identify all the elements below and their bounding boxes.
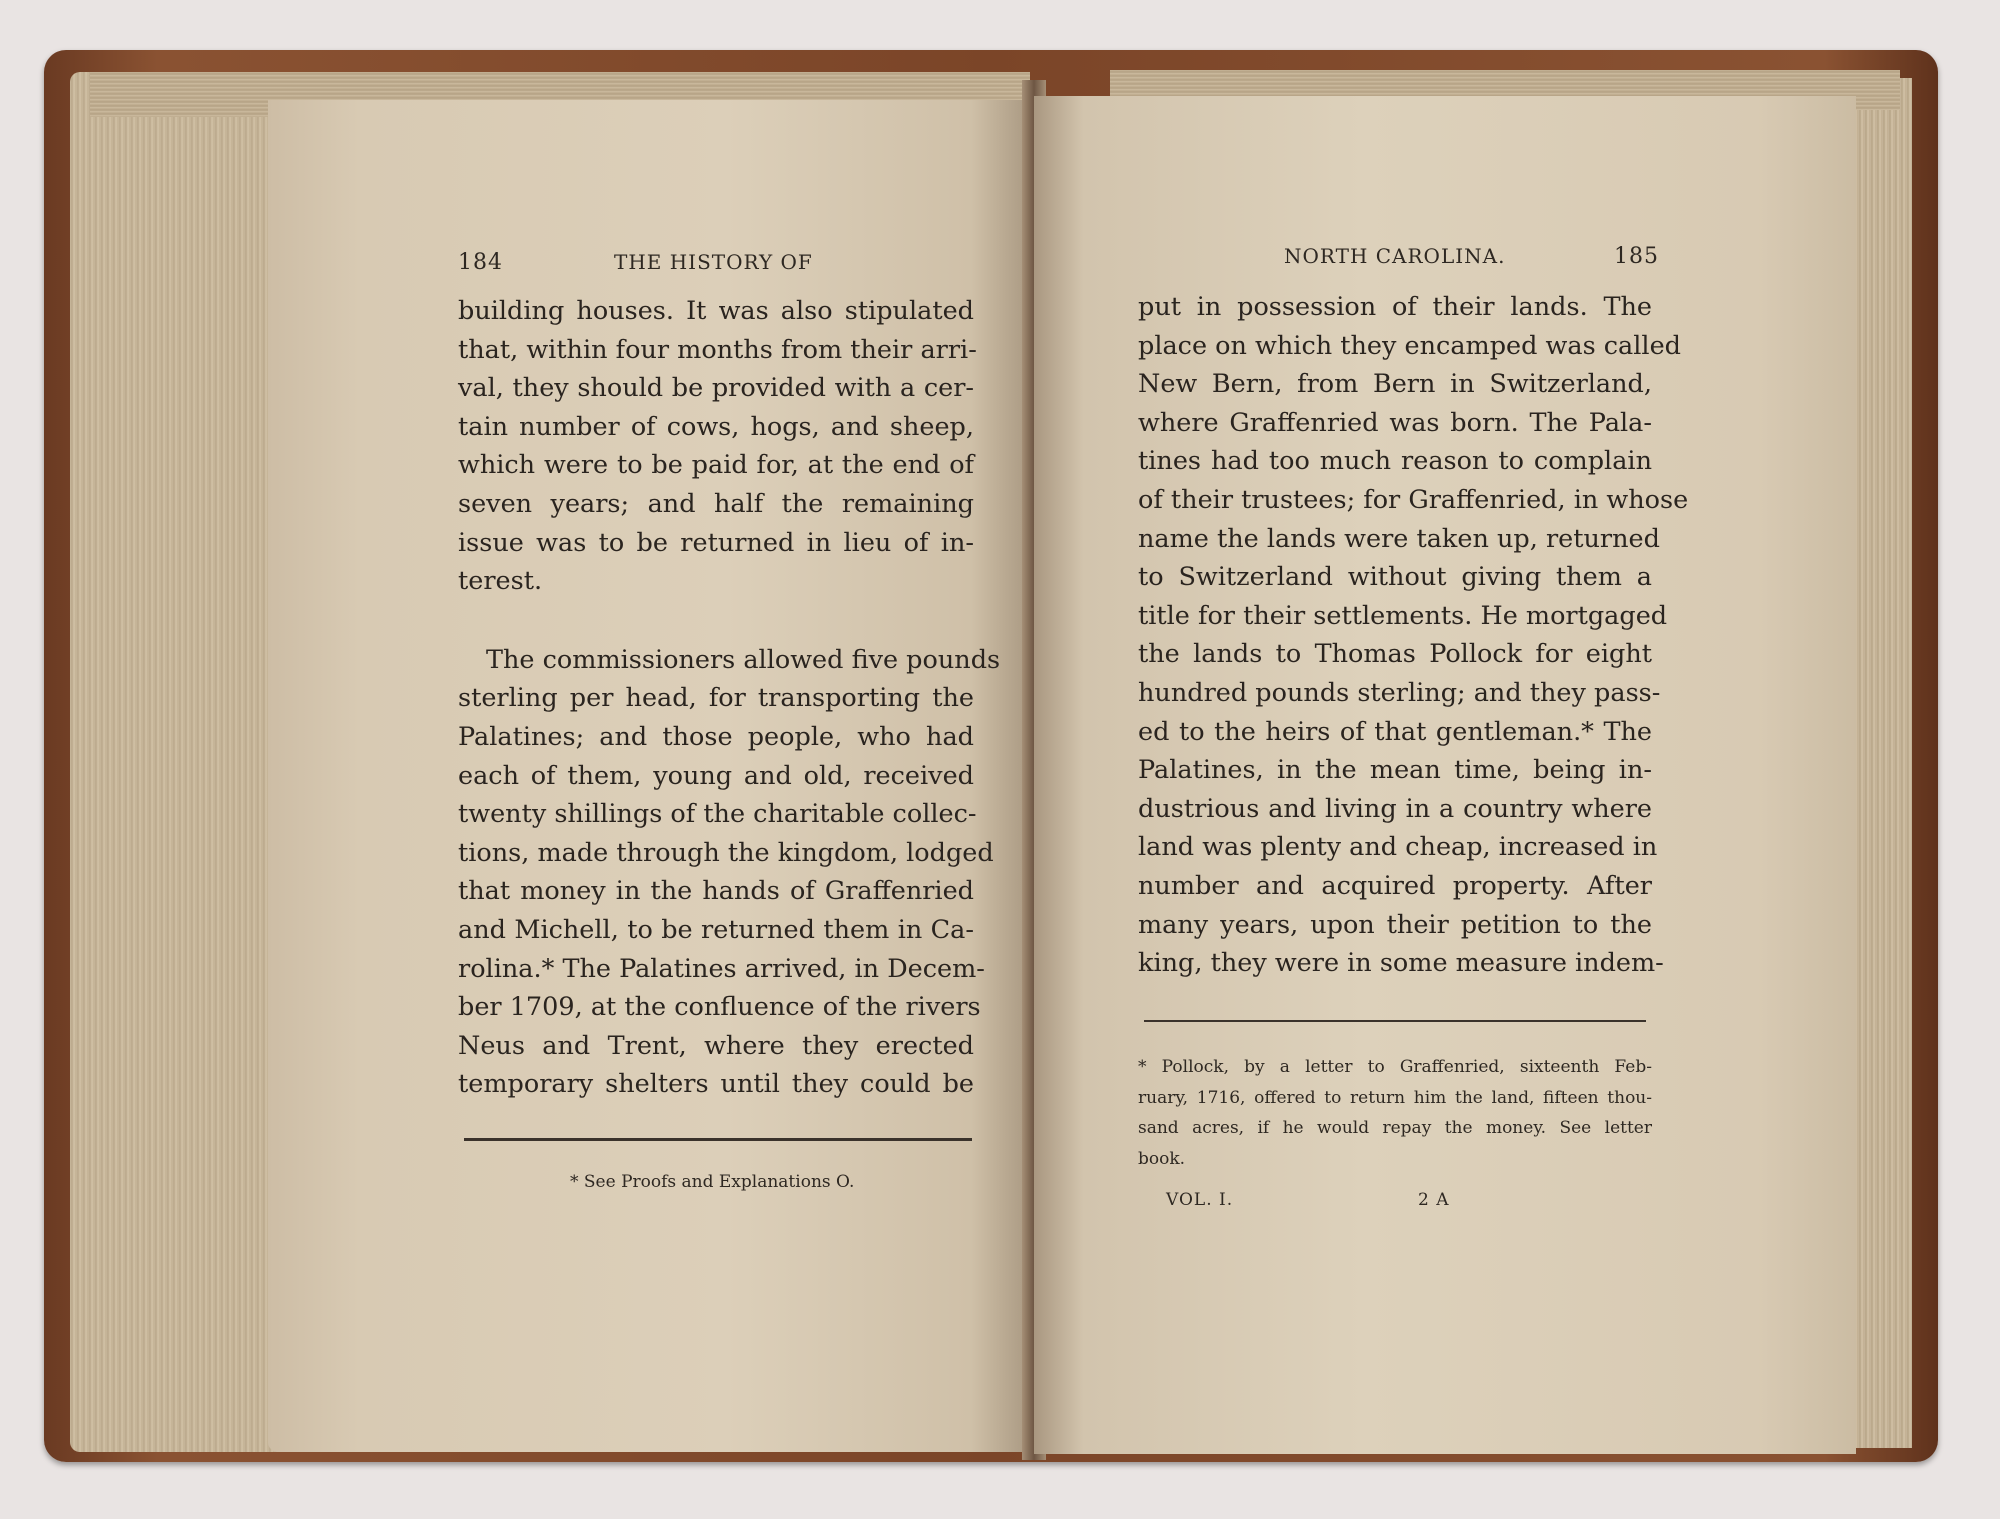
text-line: twenty shillings of the charitable collec- xyxy=(458,799,977,830)
page-edges-left xyxy=(70,72,280,1452)
text-line: rolina.* The Palatines arrived, in Decem- xyxy=(458,953,985,984)
signature-volume: VOL. I. xyxy=(1166,1190,1234,1210)
text-line: each of them, young and old, received xyxy=(458,760,974,791)
text-line: number and acquired property. After xyxy=(1138,870,1652,901)
text-line: temporary shelters until they could be xyxy=(458,1069,974,1100)
footnote-line: book. xyxy=(1138,1148,1186,1169)
signature-mark: 2 A xyxy=(1418,1190,1450,1210)
text-line: many years, upon their petition to the xyxy=(1138,909,1652,940)
footnote-rule-left xyxy=(464,1138,972,1141)
right-text xyxy=(1138,288,1689,983)
text-line: and Michell, to be returned them in Ca- xyxy=(458,914,974,945)
text-line: ed to the heirs of that gentleman.* The xyxy=(1138,716,1652,747)
text-line: title for their settlements. He mortgaged xyxy=(1138,600,1668,631)
text-line: The commissioners allowed five pounds xyxy=(486,644,1001,675)
text-line: place on which they encamped was called xyxy=(1138,330,1681,361)
text-line: hundred pounds sterling; and they pass- xyxy=(1138,677,1661,708)
text-line: name the lands were taken up, returned xyxy=(1138,523,1660,554)
text-line: land was plenty and cheap, increased in xyxy=(1138,832,1658,863)
text-line: tain number of cows, hogs, and sheep, xyxy=(458,411,974,442)
text-line: Neus and Trent, where they erected xyxy=(458,1030,974,1061)
text-line: tions, made through the kingdom, lodged xyxy=(458,837,994,868)
text-line: val, they should be provided with a cer- xyxy=(458,373,974,404)
text-line: which were to be paid for, at the end of xyxy=(458,450,974,481)
text-line: issue was to be returned in lieu of in- xyxy=(458,527,974,558)
text-line: Palatines; and those people, who had xyxy=(458,721,974,752)
text-line: the lands to Thomas Pollock for eight xyxy=(1138,639,1652,670)
text-line: Palatines, in the mean time, being in- xyxy=(1138,755,1652,786)
text-line: New Bern, from Bern in Switzerland, xyxy=(1138,369,1652,400)
text-line: terest. xyxy=(458,566,543,597)
text-line: that money in the hands of Graffenried xyxy=(458,876,974,907)
footnote-rule-right xyxy=(1144,1020,1646,1022)
text-line: tines had too much reason to complain xyxy=(1138,446,1652,477)
text-line: ber 1709, at the confluence of the rivers xyxy=(458,992,981,1023)
text-line: where Graffenried was born. The Pala- xyxy=(1138,407,1652,438)
text-line: put in possession of their lands. The xyxy=(1138,292,1652,322)
right-folio: 185 xyxy=(1614,244,1659,269)
text-line: dustrious and living in a country where xyxy=(1138,793,1652,824)
text-line: seven years; and half the remaining xyxy=(458,488,974,519)
text-line: king, they were in some measure indem- xyxy=(1138,948,1664,979)
footnote-line: sand acres, if he would repay the money. See letter xyxy=(1138,1118,1652,1138)
left-folio: 184 xyxy=(458,250,503,275)
text-line: building houses. It was also stipulated xyxy=(458,296,974,326)
text-line: to Switzerland without giving them a xyxy=(1138,562,1652,593)
left-running-head: THE HISTORY OF xyxy=(614,250,813,274)
text-line: sterling per head, for transporting the xyxy=(458,683,974,714)
left-text xyxy=(458,292,1001,1104)
left-footnote: * See Proofs and Explanations O. xyxy=(570,1172,855,1192)
right-footnote xyxy=(1138,1052,1652,1174)
right-running-head: NORTH CAROLINA. xyxy=(1284,244,1506,268)
text-line: of their trustees; for Graffenried, in whose xyxy=(1138,484,1689,515)
footnote-line: * Pollock, by a letter to Graffenried, sixteenth Feb- xyxy=(1138,1057,1652,1077)
footnote-line: ruary, 1716, offered to return him the land, fifteen thou- xyxy=(1138,1087,1652,1108)
text-line: that, within four months from their arri- xyxy=(458,334,977,365)
